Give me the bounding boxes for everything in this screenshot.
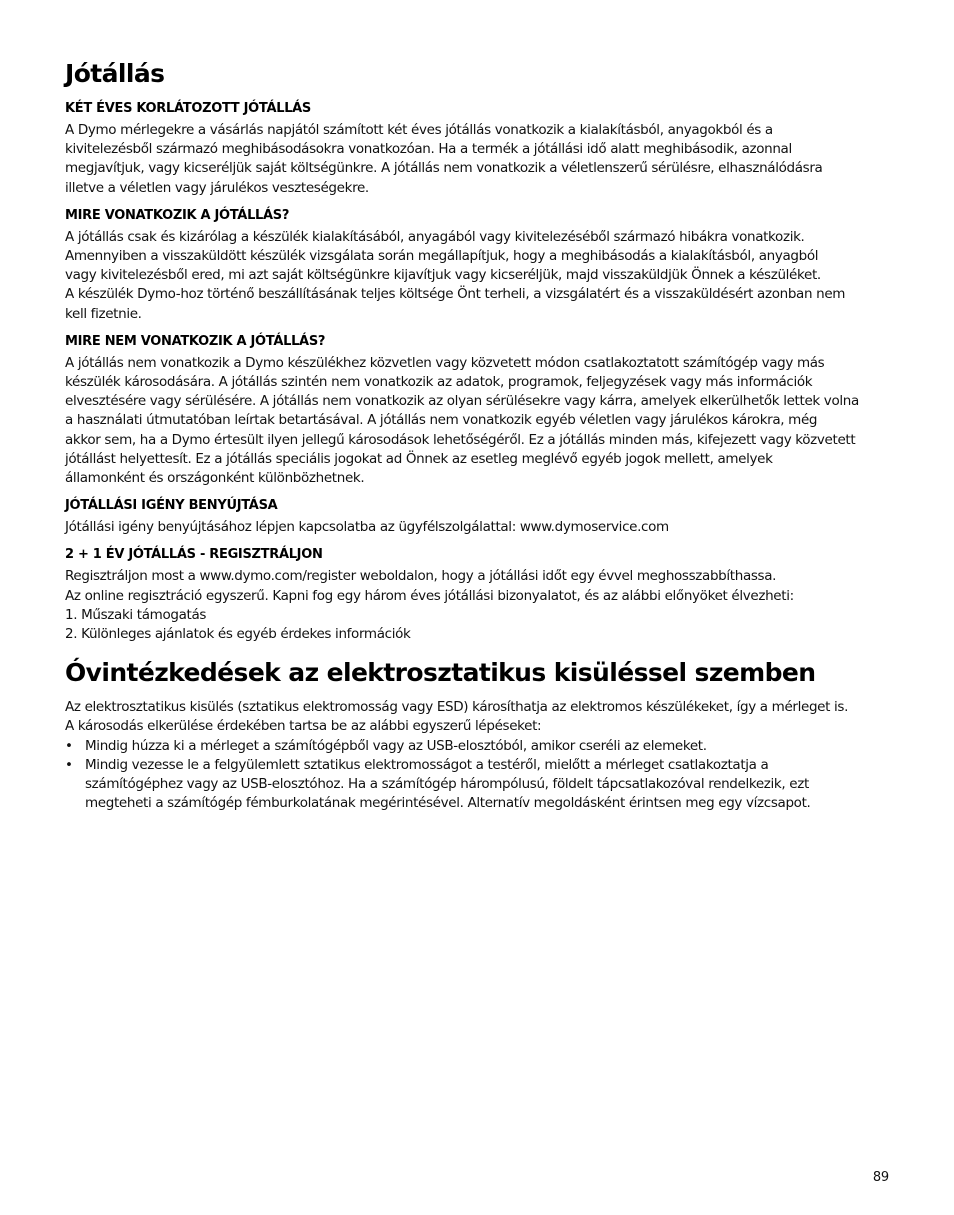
text-line: 1. Műszaki támogatás xyxy=(65,606,207,623)
text-line: megjavítjuk, vagy kicseréljük saját költségünkre. A jótállás nem vonatkozik a véletlenszerű sérülésre, elhasználódásra xyxy=(65,160,823,177)
section-heading-register: 2 + 1 ÉV JÓTÁLLÁS - REGISZTRÁLJON xyxy=(65,547,323,563)
text-line: A jótállás nem vonatkozik a Dymo készülékhez közvetlen vagy közvetett módon csatlakoztatott számítógép vagy más xyxy=(65,354,825,371)
text-line: Jótállási igény benyújtásához lépjen kapcsolatba az ügyfélszolgálattal: www.dymoservice.com xyxy=(65,519,669,536)
document-page xyxy=(65,58,889,813)
section-body-coverage xyxy=(65,228,889,324)
section-body-warranty xyxy=(65,121,889,198)
section-body-exclusions xyxy=(65,354,889,488)
bullet-marker: • xyxy=(65,756,73,773)
esd-title: Óvintézkedések az elektrosztatikus kisüléssel szemben xyxy=(65,658,816,688)
text-line: kivitelezésből származó meghibásodásokra vonatkozóan. Ha a termék a jótállási idő alatt meghibásodik, azonnal xyxy=(65,141,792,158)
section-heading-warranty: KÉT ÉVES KORLÁTOZOTT JÓTÁLLÁS xyxy=(65,101,312,116)
list-item xyxy=(65,756,889,814)
text-line: megteheti a számítógép fémburkolatának megérintésével. Alternatív megoldásként érintsen meg egy vízcsapot. xyxy=(85,795,811,812)
text-line: Amennyiben a visszaküldött készülék vizsgálata során megállapítjuk, hogy a meghibásodás a kialakításból, anyagból xyxy=(65,248,819,265)
section-heading-exclusions: MIRE NEM VONATKOZIK A JÓTÁLLÁS? xyxy=(65,333,326,349)
text-line: Mindig húzza ki a mérleget a számítógépből vagy az USB-elosztóból, amikor cseréli az elemeket. xyxy=(85,737,707,754)
text-line: kell fizetnie. xyxy=(65,305,142,322)
section-heading-coverage: MIRE VONATKOZIK A JÓTÁLLÁS? xyxy=(65,207,290,223)
text-line: vagy kivitelezésből ered, mi azt saját költségünkre kijavítjuk vagy kicseréljük, majd visszaküldjük Önnek a készüléket. xyxy=(65,267,821,284)
text-line: elvesztésére vagy sérülésére. A jótállás nem vonatkozik az olyan sérülésekre vagy kárra, amelyek elkerülhetők lettek volna xyxy=(65,393,859,410)
text-line: készülék károsodására. A jótállás szintén nem vonatkozik az adatok, programok, feljegyzések vagy más információk xyxy=(65,374,813,391)
text-line: Regisztráljon most a www.dymo.com/register weboldalon, hogy a jótállási időt egy évvel meghosszabbíthassa. xyxy=(65,568,777,585)
text-line: a használati útmutatóban leírtak betartásával. A jótállás nem vonatkozik egyéb véletlen vagy járulékos károkra, még xyxy=(65,412,818,429)
text-line: 2. Különleges ajánlatok és egyéb érdekes információk xyxy=(65,626,411,643)
text-line: A Dymo mérlegekre a vásárlás napjától számított két éves jótállás vonatkozik a kialakításból, anyagokból és a xyxy=(65,122,773,138)
text-line: A károsodás elkerülése érdekében tartsa be az alábbi egyszerű lépéseket: xyxy=(65,718,542,735)
section-heading-claim: JÓTÁLLÁSI IGÉNY BENYÚJTÁSA xyxy=(65,498,278,514)
text-line: Az online regisztráció egyszerű. Kapni fog egy három éves jótállási bizonyalatot, és az alábbi előnyöket élvezheti: xyxy=(65,587,794,604)
esd-intro xyxy=(65,698,889,736)
text-line: illetve a véletlen vagy járulékos veszteségekre. xyxy=(65,179,369,196)
bullet-marker: • xyxy=(65,737,73,754)
text-line: számítógéphez vagy az USB-elosztóhoz. Ha a számítógép hárompólusú, földelt tápcsatlakozóval rendelkezik, ezt xyxy=(85,776,809,793)
text-line: A jótállás csak és kizárólag a készülék kialakításából, anyagából vagy kivitelezéséből származó hibákra vonatkozik. xyxy=(65,228,805,245)
text-line: Mindig vezesse le a felgyülemlett sztatikus elektromosságot a testéről, mielőtt a mérleget csatlakoztatja a xyxy=(85,756,769,773)
page-number: 89 xyxy=(872,1170,889,1185)
text-line: akkor sem, ha a Dymo értesült ilyen jellegű károsodások lehetőségéről. Ez a jótállás minden más, kifejezett vagy közvetett xyxy=(65,431,856,448)
text-line: Az elektrosztatikus kisülés (sztatikus elektromosság vagy ESD) károsíthatja az elektromos készülékeket, így a mérleget is. xyxy=(65,699,849,716)
text-line: A készülék Dymo-hoz történő beszállításának teljes költsége Önt terheli, a vizsgálatért és a visszaküldésért azonban nem xyxy=(65,286,846,303)
esd-bullet-list xyxy=(65,737,889,814)
section-body-claim xyxy=(65,518,889,537)
list-item xyxy=(65,737,889,756)
page-title: Jótállás xyxy=(65,59,165,88)
section-body-register xyxy=(65,567,889,644)
text-line: államonként és országonként különbözhetnek. xyxy=(65,470,365,487)
text-line: jótállást helyettesít. Ez a jótállás speciális jogokat ad Önnek az esetleg meglévő egyéb jogok mellett, amelyek xyxy=(65,450,773,467)
